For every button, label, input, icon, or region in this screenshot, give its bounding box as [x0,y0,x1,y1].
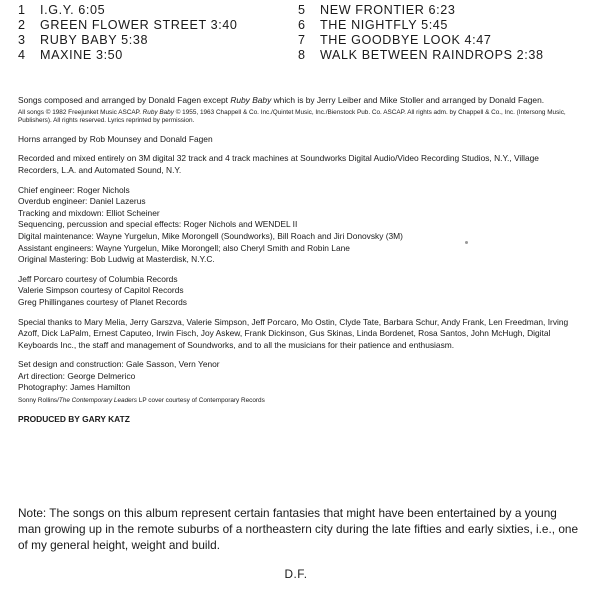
track-item [18,48,298,63]
track-number: 6 [298,18,306,32]
signature-initials: D.F. [284,567,308,581]
track-title: WALK BETWEEN RAINDROPS 2:38 [320,48,544,62]
track-number: 7 [298,33,306,47]
engineering-credits [18,185,578,266]
copyright-notice: All songs © 1982 Freejunket Music ASCAP. Ruby Baby © 1955, 1963 Chappell & Co. Inc./Quintet Music, Inc./Bienstock Pub. Co. ASCAP. All rights adm. by Chappell & Co., Inc. (Intersong Music, Publishers). All rights reserved. Lyrics reprinted by permission. [18,108,566,125]
credit-line: Chief engineer: Roger Nichols [18,184,130,195]
track-number: 3 [18,33,26,47]
track-title: RUBY BABY 5:38 [40,33,149,47]
credit-line: Digital maintenance: Wayne Yurgelun, Mike Morongell (Soundworks), Bill Roach and Jiri Donovsky (3M) [18,230,403,241]
credit-line: Valerie Simpson courtesy of Capitol Records [18,285,184,296]
speck-mark [465,241,468,244]
cover-credit: Sonny Rollins/The Contemporary Leaders LP cover courtesy of Contemporary Records [18,397,265,405]
track-item [18,33,298,48]
track-item [18,18,298,33]
track-title: GREEN FLOWER STREET 3:40 [40,18,238,32]
credit-line: Greg Phillinganes courtesy of Planet Records [18,296,187,307]
credit-line: Tracking and mixdown: Elliot Scheiner [18,207,160,218]
credit-line: Sequencing, percussion and special effects: Roger Nichols and WENDEL II [18,219,298,230]
track-number: 8 [298,48,306,62]
credits-block [18,95,578,433]
recording-credit: Recorded and mixed entirely on 3M digital 32 track and 4 track machines at Soundworks Digital Audio/Video Recording Studios, N.Y., Village Recorders, L.A. and Automated Sound, N.Y. [18,153,539,175]
courtesy-credits [18,274,578,309]
track-title: MAXINE 3:50 [40,48,123,62]
credit-line: Art direction: George Delmerico [18,370,136,381]
track-item [298,18,578,33]
credit-line: Original Mastering: Bob Ludwig at Masterdisk, N.Y.C. [18,254,215,265]
design-credits [18,359,578,394]
track-number: 4 [18,48,26,62]
track-number: 1 [18,3,26,17]
track-list [18,3,578,63]
liner-note: Note: The songs on this album represent certain fantasies that might have been entertained by a young man growing up in the remote suburbs of a northeastern city during the late fifties and early sixties, i.e., one of my general height, weight and build. [18,506,579,552]
credit-line: Overdub engineer: Daniel Lazerus [18,196,146,207]
special-thanks: Special thanks to Mary Melia, Jerry Garszva, Valerie Simpson, Jeff Porcaro, Mo Ostin, Clyde Tate, Barbara Schur, Andy Frank, Len Freedman, Irving Azoff, Dick LaPalm, Ernest Caputeo, Irwin Fisch, Joy Askew, Frank Dickinson, Gus Skinas, Linda Bordenet, Rosa Santos, John McHugh, Digital Keyboards Inc., the staff and management of Soundworks, and to all the musicians for their patience and enthusiasm. [18,316,569,350]
credit-line: Assistant engineers: Wayne Yurgelun, Mike Morongell; also Cheryl Smith and Robin Lane [18,242,350,253]
track-title: THE GOODBYE LOOK 4:47 [320,33,492,47]
track-item [18,3,298,18]
track-title: NEW FRONTIER 6:23 [320,3,456,17]
credit-line: Photography: James Hamilton [18,382,131,393]
track-number: 5 [298,3,306,17]
track-number: 2 [18,18,26,32]
producer-credit: PRODUCED BY GARY KATZ [18,413,130,424]
credit-line: Set design and construction: Gale Sasson, Vern Yenor [18,359,220,370]
songwriting-credit: Songs composed and arranged by Donald Fagen except Ruby Baby which is by Jerry Leiber and Mike Stoller and arranged by Donald Fagen. [18,95,545,105]
credit-line: Jeff Porcaro courtesy of Columbia Records [18,273,178,284]
horns-credit: Horns arranged by Rob Mounsey and Donald Fagen [18,133,213,144]
track-title: THE NIGHTFLY 5:45 [320,18,449,32]
track-item [298,3,578,18]
track-item [298,48,578,63]
track-title: I.G.Y. 6:05 [40,3,106,17]
track-item [298,33,578,48]
